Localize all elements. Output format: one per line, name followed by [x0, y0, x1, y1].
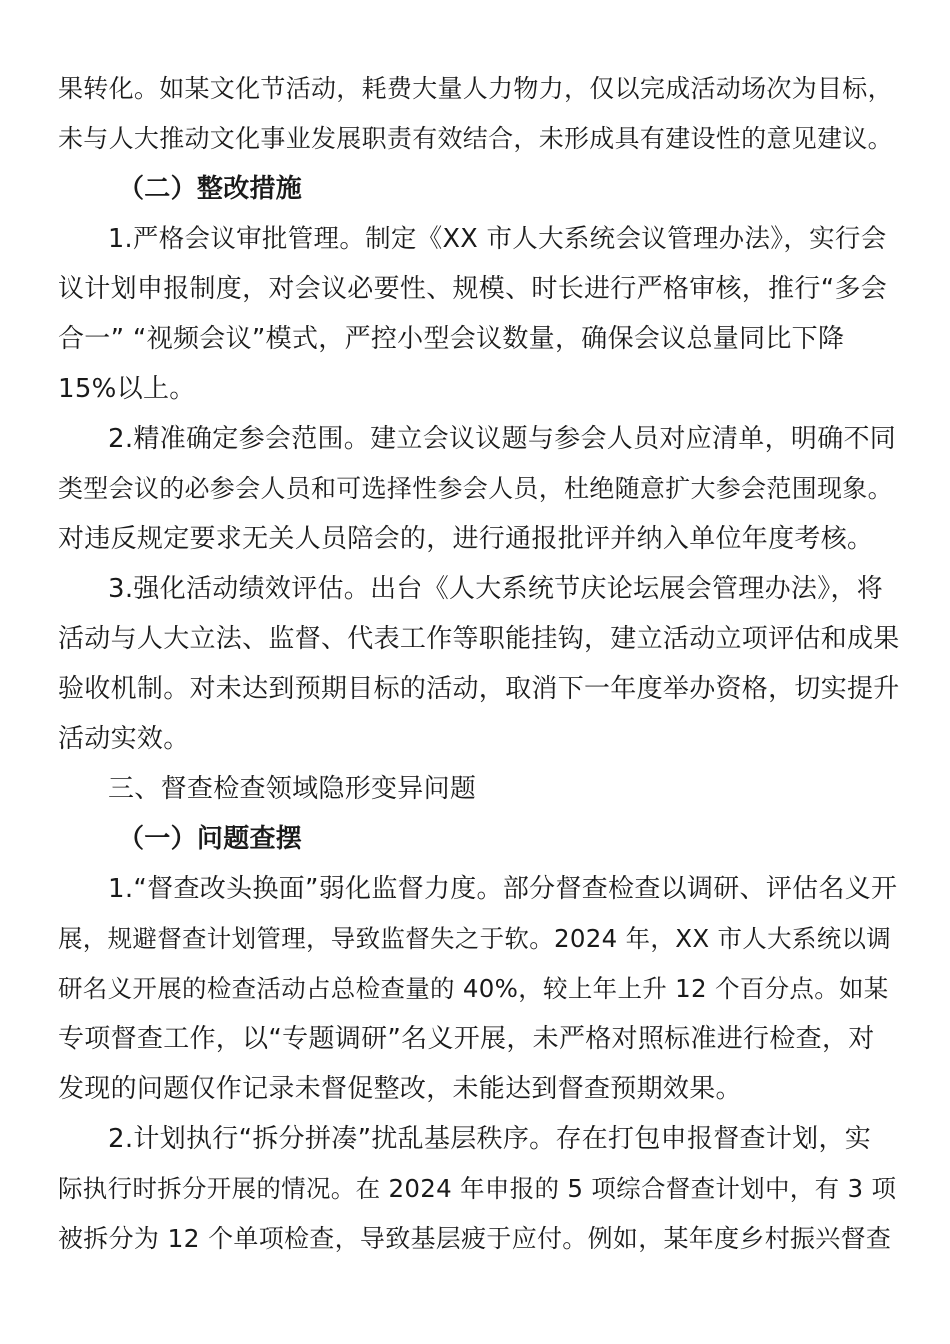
paragraph-line: 展，规避督查计划管理，导致监督失之于软。2024 年，XX 市人大系统以调	[58, 924, 892, 953]
paragraph-line: 2.计划执行“拆分拼凑”扰乱基层秩序。存在打包申报督查计划，实	[108, 1124, 872, 1154]
paragraph-line: 1.严格会议审批管理。制定《XX 市人大系统会议管理办法》，实行会	[108, 224, 887, 254]
paragraph-line: 未与人大推动文化事业发展职责有效结合，未形成具有建设性的意见建议。	[58, 124, 893, 153]
section-heading-rectification: （二）整改措施	[118, 174, 303, 204]
paragraph-line: 研名义开展的检查活动占总检查量的 40%，较上年上升 12 个百分点。如某	[58, 974, 889, 1003]
paragraph-line: 发现的问题仅作记录未督促整改，未能达到督查预期效果。	[58, 1074, 742, 1104]
paragraph-line: 15%以上。	[58, 374, 196, 404]
paragraph-line: 3.强化活动绩效评估。出台《人大系统节庆论坛展会管理办法》，将	[108, 574, 884, 604]
paragraph-line: 被拆分为 12 个单项检查，导致基层疲于应付。例如，某年度乡村振兴督查	[58, 1224, 892, 1253]
section-heading-problems: （一）问题查摆	[118, 824, 303, 854]
paragraph-line: 2.精准确定参会范围。建立会议议题与参会人员对应清单，明确不同	[108, 424, 897, 454]
paragraph-line: 合一” “视频会议”模式，严控小型会议数量，确保会议总量同比下降	[58, 324, 845, 354]
paragraph-line: 1.“督查改头换面”弱化监督力度。部分督查检查以调研、评估名义开	[108, 874, 898, 904]
paragraph-line: 活动与人大立法、监督、代表工作等职能挂钩，建立活动立项评估和成果	[58, 624, 900, 654]
paragraph-line: 专项督查工作，以“专题调研”名义开展，未严格对照标准进行检查，对	[58, 1024, 875, 1054]
paragraph-line: 类型会议的必参会人员和可选择性参会人员，杜绝随意扩大参会范围现象。	[58, 474, 893, 503]
section-title-supervision: 三、督查检查领域隐形变异问题	[108, 774, 477, 804]
paragraph-line: 议计划申报制度，对会议必要性、规模、时长进行严格审核，推行“多会	[58, 274, 888, 304]
paragraph-line: 验收机制。对未达到预期目标的活动，取消下一年度举办资格，切实提升	[58, 674, 900, 704]
paragraph-line: 际执行时拆分开展的情况。在 2024 年申报的 5 项综合督查计划中，有 3 项	[58, 1174, 897, 1203]
paragraph-line: 活动实效。	[58, 724, 190, 754]
paragraph-line: 果转化。如某文化节活动，耗费大量人力物力，仅以完成活动场次为目标，	[58, 74, 893, 103]
paragraph-line: 对违反规定要求无关人员陪会的，进行通报批评并纳入单位年度考核。	[58, 524, 874, 554]
